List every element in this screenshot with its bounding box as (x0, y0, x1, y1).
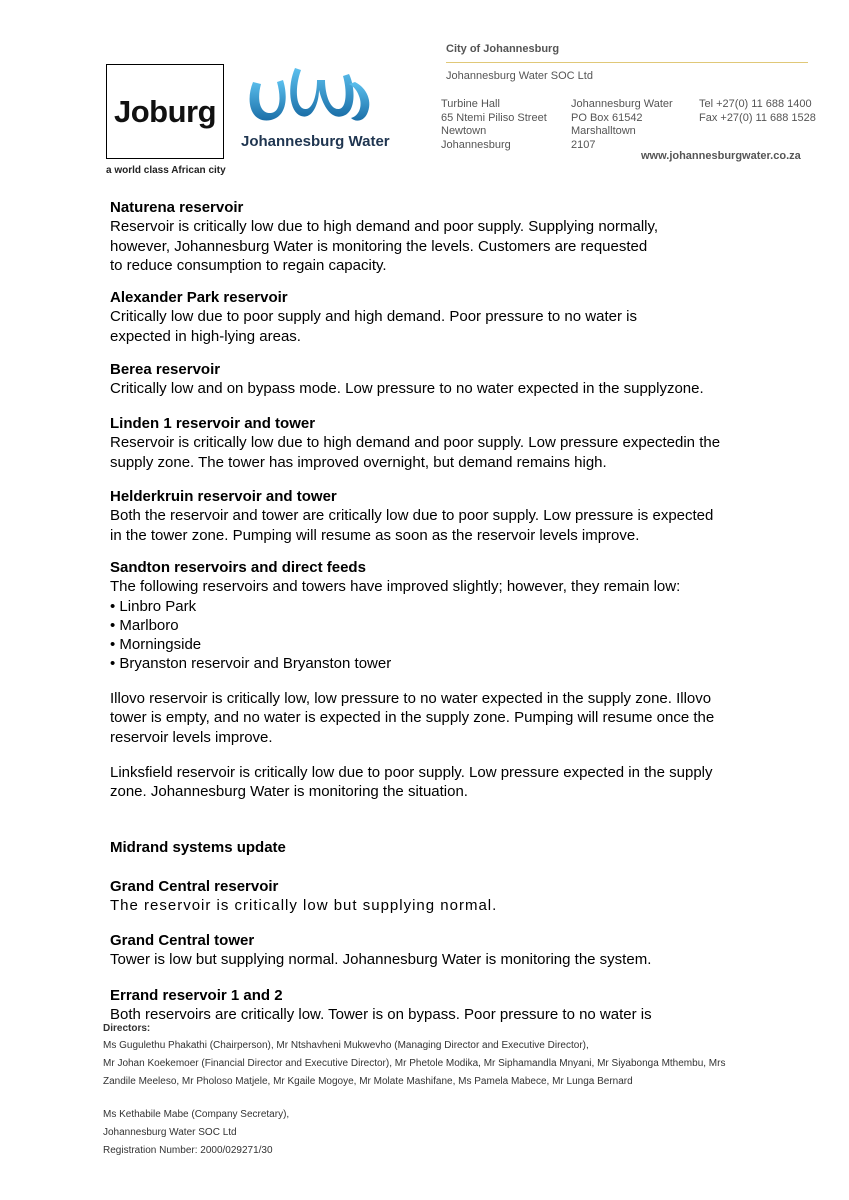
johannesburg-water-logo-icon (243, 62, 389, 128)
postal-line: Marshalltown (571, 125, 636, 137)
section-heading: Naturena reservoir (110, 199, 244, 216)
section-text: zone. Johannesburg Water is monitoring the situation. (110, 783, 468, 801)
secretary-line: Ms Kethabile Mabe (Company Secretary), (103, 1109, 290, 1120)
telephone: Tel +27(0) 11 688 1400 (699, 98, 812, 110)
postal-line: PO Box 61542 (571, 111, 643, 124)
helderkruin-section (110, 487, 750, 545)
midrand-heading: Midrand systems update (110, 839, 286, 856)
section-text: The following reservoirs and towers have improved slightly; however, they remain low: (110, 578, 681, 596)
list-item: • Morningside (110, 636, 202, 654)
section-text: in the tower zone. Pumping will resume as soon as the reservoir levels improve. (110, 526, 640, 544)
section-text: expected in high-lying areas. (110, 327, 301, 345)
list-item: • Marlboro (110, 616, 179, 634)
naturena-section (110, 198, 750, 275)
contact-numbers (699, 98, 816, 125)
section-text: Illovo reservoir is critically low, low pressure to no water expected in the supply zone. Illovo (110, 690, 712, 707)
brand-name: Johannesburg Water (241, 133, 390, 150)
list-item-label: Bryanston reservoir and Bryanston tower (119, 655, 392, 673)
section-text: The reservoir is critically low but supplying normal. (110, 897, 498, 915)
city-name: City of Johannesburg (446, 43, 560, 55)
section-text: supply zone. The tower has improved overnight, but demand remains high. (110, 453, 607, 471)
section-heading: Grand Central reservoir (110, 878, 279, 895)
linden-section (110, 414, 750, 472)
grand-central-reservoir-section (110, 877, 750, 916)
postal-line: 2107 (571, 138, 596, 151)
company-line: Johannesburg Water SOC Ltd (103, 1127, 237, 1138)
list-item-label: Linbro Park (119, 597, 197, 615)
section-heading: Alexander Park reservoir (110, 289, 288, 306)
section-text: reservoir levels improve. (110, 728, 273, 746)
address-line: Johannesburg (441, 138, 511, 151)
directors-line: Ms Gugulethu Phakathi (Chairperson), Mr Ntshavheni Mukwevho (Managing Director and Executive Director), (103, 1040, 589, 1051)
section-heading: Errand reservoir 1 and 2 (110, 987, 283, 1004)
section-text: Critically low and on bypass mode. Low pressure to no water expected in the supplyzone. (110, 380, 704, 398)
section-text: Linksfield reservoir is critically low due to poor supply. Low pressure expected in the supply (110, 764, 713, 781)
section-text: Both reservoirs are critically low. Tower is on bypass. Poor pressure to no water is (110, 1006, 652, 1024)
fax: Fax +27(0) 11 688 1528 (699, 111, 816, 124)
letterhead-rule (446, 62, 808, 63)
section-heading: Helderkruin reservoir and tower (110, 488, 337, 505)
joburg-logo-text: Joburg (113, 93, 217, 129)
postal-line: Johannesburg Water (571, 98, 673, 110)
illovo-paragraph (110, 689, 750, 747)
list-item: • Bryanston reservoir and Bryanston tower (110, 655, 392, 673)
postal-address (571, 98, 673, 152)
list-item-label: Marlboro (119, 616, 179, 634)
list-item: • Linbro Park (110, 597, 197, 615)
section-heading: Grand Central tower (110, 932, 255, 949)
logo-tagline: a world class African city (106, 165, 226, 176)
section-text: Critically low due to poor supply and high demand. Poor pressure to no water is (110, 308, 637, 326)
directors-line: Zandile Meeleso, Mr Pholoso Matjele, Mr Kgaile Mogoye, Mr Molate Mashifane, Ms Pamela Mabece, Mr Lunga Bernard (103, 1076, 633, 1087)
address-line: Newtown (441, 125, 487, 137)
registration-number: Registration Number: 2000/029271/30 (103, 1145, 273, 1156)
list-item-label: Morningside (119, 636, 202, 654)
section-text: tower is empty, and no water is expected in the supply zone. Pumping will resume once the (110, 709, 715, 727)
street-address (441, 98, 547, 152)
joburg-logo (106, 64, 224, 159)
section-text: Reservoir is critically low due to high demand and poor supply. Supplying normally, (110, 218, 659, 236)
address-line: Turbine Hall (441, 98, 500, 110)
errand-section (110, 986, 750, 1025)
linksfield-paragraph (110, 763, 750, 802)
sandton-section (110, 558, 750, 674)
directors-heading: Directors: (103, 1023, 151, 1034)
section-text: Tower is low but supplying normal. Johannesburg Water is monitoring the system. (110, 951, 652, 969)
berea-section (110, 360, 750, 399)
website-link[interactable]: www.johannesburgwater.co.za (641, 150, 801, 162)
address-line: 65 Ntemi Piliso Street (441, 111, 547, 124)
section-heading: Sandton reservoirs and direct feeds (110, 559, 366, 576)
grand-central-tower-section (110, 931, 750, 970)
section-text: Both the reservoir and tower are critically low due to poor supply. Low pressure is expected (110, 507, 714, 525)
section-text: to reduce consumption to regain capacity. (110, 256, 387, 274)
alexander-park-section (110, 288, 750, 346)
section-text: however, Johannesburg Water is monitoring the levels. Customers are requested (110, 237, 648, 255)
section-heading: Berea reservoir (110, 361, 221, 378)
section-text: Reservoir is critically low due to high demand and poor supply. Low pressure expectedin the (110, 434, 721, 452)
directors-line: Mr Johan Koekemoer (Financial Director and Executive Director), Mr Phetole Modika, Mr Siphamandla Mnyani, Mr Siyabonga Mthembu, Mrs (103, 1058, 726, 1069)
company-name: Johannesburg Water SOC Ltd (446, 70, 593, 82)
section-heading: Linden 1 reservoir and tower (110, 415, 316, 432)
